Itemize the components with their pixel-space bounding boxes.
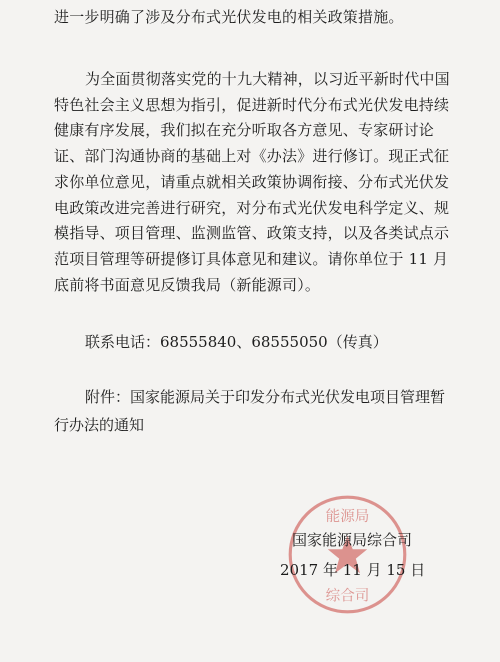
attachment-line-2: 行办法的通知 (54, 416, 145, 434)
attachment-line-1: 附件：国家能源局关于印发分布式光伏发电项目管理暂 (85, 388, 446, 406)
contact-phone: 联系电话：68555840、68555050（传真） (85, 333, 388, 351)
seal-text-bottom: 综合司 (325, 587, 370, 605)
paragraph-main: 为全面贯彻落实党的十九大精神，以习近平新时代中国特色社会主义思想为指引，促进新时代分布式光伏发电持续健康有序发展，我们拟在充分听取各方意见、专家研讨论证、部门沟通协商的基础上对《办法》进行修订。现正式征求你单位意见，请重点就相关政策协调衔接、分布式光伏发电政策改进完善进行研究，对分布式光伏发电科学定义、规模指导、项目管理、监测监管、政策支持，以及各类试点示范项目管理等研提修订具体意见和建议。请你单位于 11 月底前将书面意见反馈我局（新能源司）。 (54, 70, 450, 294)
official-seal-icon (285, 492, 413, 617)
seal-text-top: 能源局 (325, 508, 370, 526)
paragraph-intro-tail: 进一步明确了涉及分布式光伏发电的相关政策措施。 (54, 8, 404, 26)
signature-date: 2017 年 11 月 15 日 (280, 561, 426, 579)
signature-organization: 国家能源局综合司 (292, 531, 413, 549)
attachment-note (54, 383, 455, 439)
